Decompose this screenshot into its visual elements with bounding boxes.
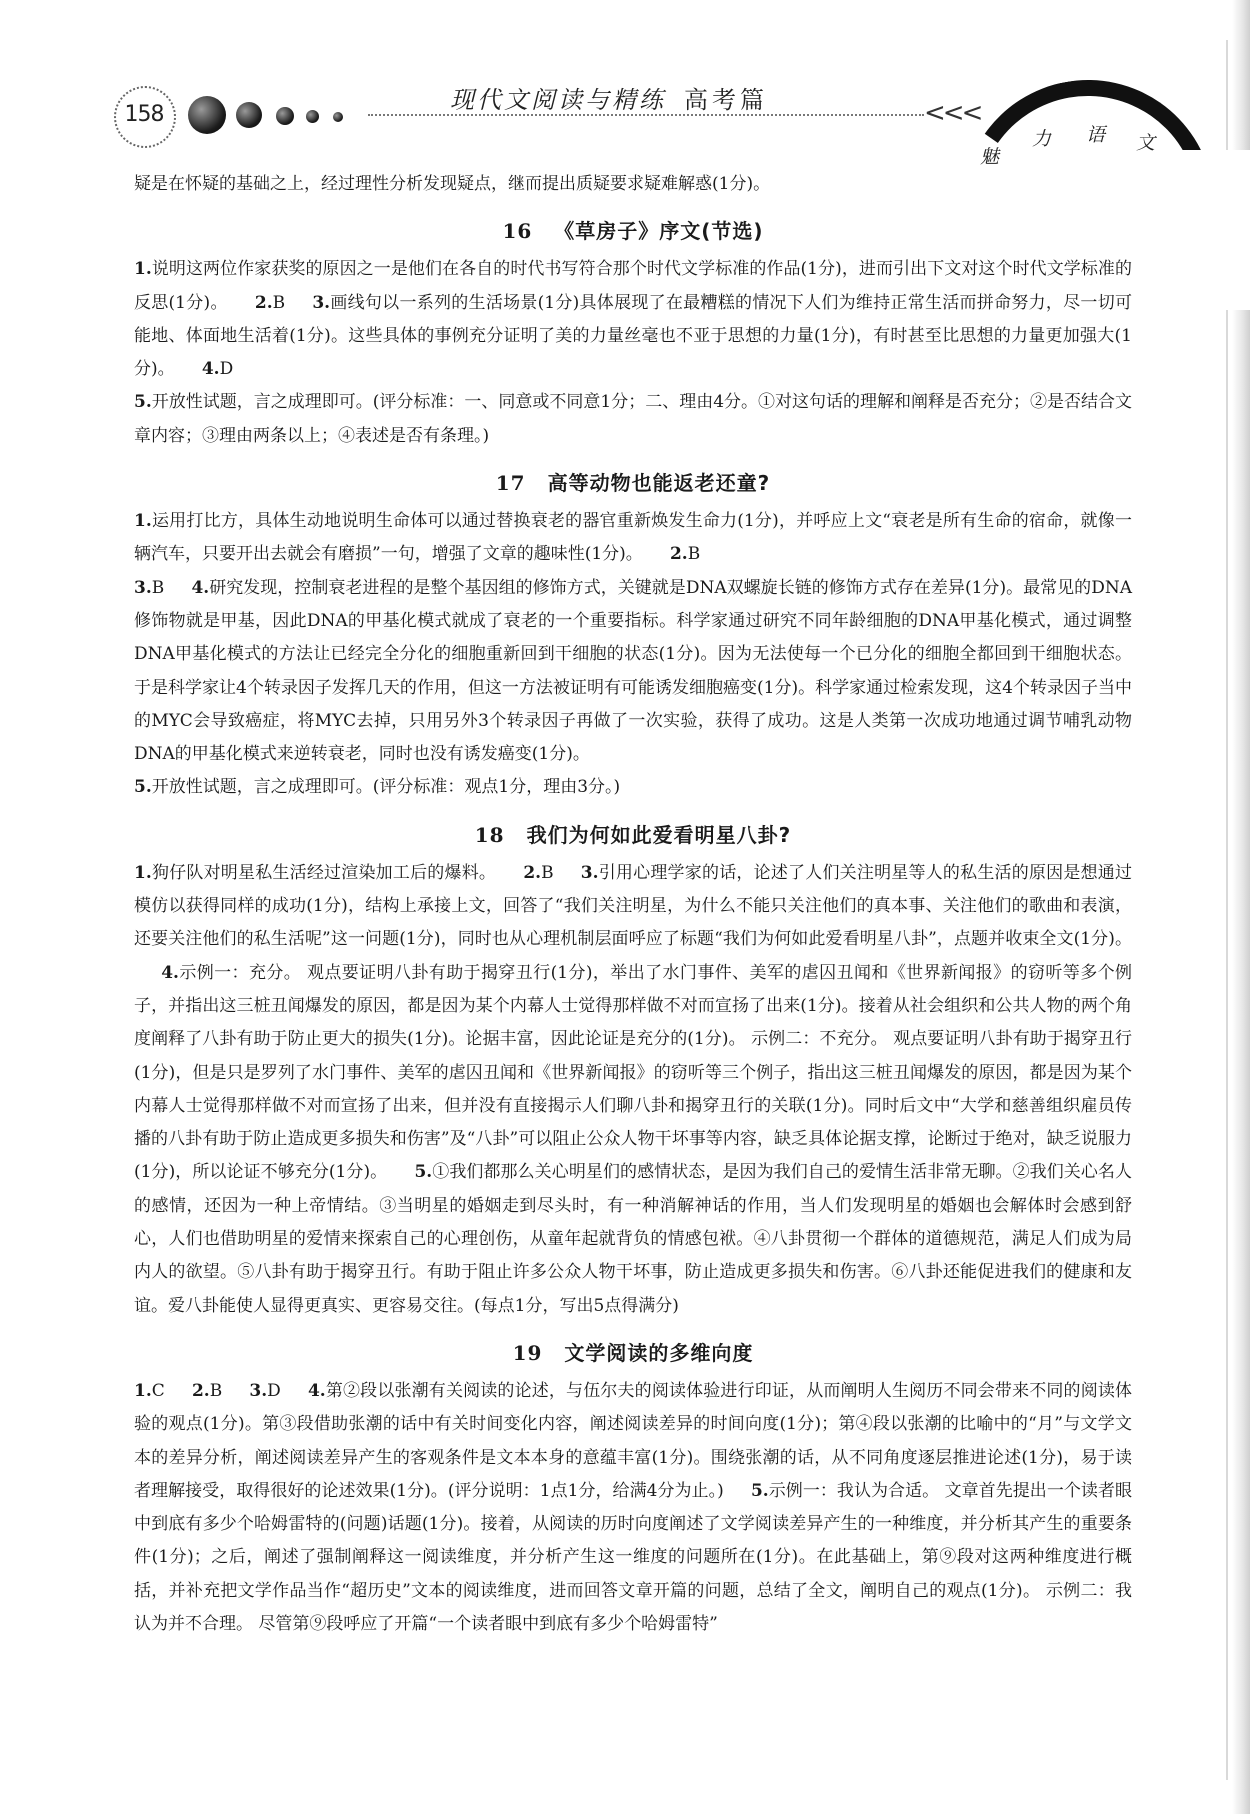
answer-paragraph	[134, 253, 1132, 386]
question-number: 3.	[580, 862, 599, 883]
answer-text: D	[219, 359, 234, 380]
answer-text: ①我们都那么关心明星们的感情状态，是因为我们自己的爱情生活非常无聊。②我们关心名人的感情，还因为一种上帝情结。③当明星的婚姻走到尽头时，有一种消解神话的作用，当人们发现明星的婚姻也会解体时会感到舒心，人们也借助明星的爱情来探索自己的心理创伤，从童年起就背负的情感包袱。④八卦贯彻一个群体的道德规范，满足人们成为局内人的欲望。⑤八卦有助于揭穿丑行。有助于阻止许多公众人物干坏事，防止造成更多损失和伤害。⑥八卦还能促进我们的健康和友谊。爱八卦能使人显得更真实、更容易交往。(每点1分，写出5点得满分)	[134, 1162, 1132, 1316]
question-number: 4.	[161, 962, 179, 983]
question-number: 5.	[134, 777, 152, 798]
section-number: 18	[474, 822, 505, 847]
answer-text: 引用心理学家的话，论述了人们关注明星等人的私生活的原因是想通过模仿以获得同样的成功(1分)，结构上承接上文，回答了“我们关注明星，为什么不能只关注他们的真本事、关注他们的歌曲和表演，还要关注他们的私生活呢”这一问题(1分)，同时也从心理机制层面呼应了标题“我们为何如此爱看明星八卦”，点题并收束全文(1分)。	[134, 862, 1132, 950]
question-number: 3.	[249, 1380, 268, 1401]
question-number: 1.	[134, 511, 152, 532]
section-title: 文学阅读的多维向度	[564, 1340, 754, 1365]
answer-text: B	[209, 1380, 223, 1401]
answer-text: 开放性试题，言之成理即可。(评分标准：一、同意或不同意1分；二、理由4分。①对这句话的理解和阐释是否充分；②是否结合文章内容；③理由两条以上；④表述是否有条理。)	[134, 392, 1133, 446]
question-number: 1.	[134, 862, 152, 883]
decor-dot-3	[276, 107, 294, 125]
answer-text: B	[272, 292, 286, 313]
section-heading	[134, 215, 1132, 248]
book-title-sub: 高考篇	[684, 86, 768, 114]
section-spacer	[134, 201, 1132, 215]
book-title-main: 现代文阅读与精练	[450, 86, 666, 114]
question-number: 2.	[523, 862, 542, 883]
answer-text: 狗仔队对明星私生活经过渲染加工后的爆料。	[151, 862, 497, 883]
section-spacer	[134, 453, 1132, 467]
section-number: 16	[502, 219, 533, 244]
brand-char-4: 文	[1136, 132, 1156, 154]
answer-text: B	[151, 577, 165, 598]
answer-text: 开放性试题，言之成理即可。(评分标准：观点1分，理由3分。)	[151, 777, 621, 798]
question-number: 5.	[750, 1480, 769, 1501]
answer-text: 运用打比方，具体生动地说明生命体可以通过替换衰老的器官重新焕发生命力(1分)，并呼应上文“衰老是所有生命的宿命，就像一辆汽车，只要开出去就会有磨损”一句，增强了文章的趣味性(1分)。	[134, 511, 1132, 565]
answer-paragraph	[134, 572, 1132, 772]
section-heading	[134, 467, 1132, 500]
question-number: 3.	[312, 292, 331, 313]
question-number: 2.	[254, 292, 273, 313]
answer-text: 画线句以一系列的生活场景(1分)具体展现了在最糟糕的情况下人们为维持正常生活而拼命努力，尽一切可能地、体面地生活着(1分)。这些具体的事例充分证明了美的力量丝毫也不亚于思想的力量(1分)，有时甚至比思想的力量更加强大(1分)。	[134, 292, 1132, 380]
question-number: 1.	[134, 259, 152, 280]
answer-text: 第②段以张潮有关阅读的论述，与伍尔夫的阅读体验进行印证，从而阐明人生阅历不同会带来不同的阅读体验的观点(1分)。第③段借助张潮的话中有关时间变化内容，阐述阅读差异的时间向度(1分)；第④段以张潮的比喻中的“月”与文学文本的差异分析，阐述阅读差异产生的客观条件是文本本身的意蕴丰富(1分)。围绕张潮的话，从不同角度逐层推进论述(1分)，易于读者理解接受，取得很好的论述效果(1分)。(评分说明：1点1分，给满4分为止。)	[134, 1380, 1132, 1501]
answer-text: 说明这两位作家获奖的原因之一是他们在各自的时代书写符合那个时代文学标准的作品(1分)，进而引出下文对这个时代文学标准的反思(1分)。	[134, 259, 1132, 313]
answer-paragraph	[134, 386, 1132, 453]
answer-paragraph	[134, 1375, 1132, 1641]
section-number: 19	[512, 1340, 543, 1365]
answer-text: D	[267, 1380, 281, 1401]
answer-text: 研究发现，控制衰老进程的是整个基因组的修饰方式，关键就是DNA双螺旋长链的修饰方式存在差异(1分)。最常见的DNA修饰物就是甲基，因此DNA的甲基化模式就成了衰老的一个重要指标。科学家通过研究不同年龄细胞的DNA甲基化模式，通过调整DNA甲基化模式的方法让已经完全分化的细胞重新回到干细胞的状态(1分)。因为无法使每一个已分化的细胞全都回到干细胞状态。于是科学家让4个转录因子发挥几天的作用，但这一方法被证明有可能诱发细胞癌变(1分)。科学家通过检索发现，这4个转录因子当中的MYC会导致癌症，将MYC去掉，只用另外3个转录因子再做了一次实验，获得了成功。这是人类第一次成功地通过调节哺乳动物DNA的甲基化模式来逆转衰老，同时也没有诱发癌变(1分)。	[134, 577, 1132, 765]
intro-paragraph: 疑是在怀疑的基础之上，经过理性分析发现疑点，继而提出质疑要求疑难解惑(1分)。	[134, 174, 771, 194]
answer-text: 示例一：充分。 观点要证明八卦有助于揭穿丑行(1分)，举出了水门事件、美军的虐囚丑闻和《世界新闻报》的窃听等多个例子，并指出这三桩丑闻爆发的原因，都是因为某个内幕人士觉得那样做不对而宣扬了出来(1分)。接着从社会组织和公共人物的两个角度阐释了八卦有助于防止更大的损失(1分)。论据丰富，因此论证是充分的(1分)。 示例二：不充分。 观点要证明八卦有助于揭穿丑行(1分)，但是只是罗列了水门事件、美军的虐囚丑闻和《世界新闻报》的窃听等三个例子，指出这三桩丑闻爆发的原因，都是因为某个内幕人士觉得那样做不对而宣扬了出来，但并没有直接揭示人们聊八卦和揭穿丑行的关联(1分)。同时后文中“大学和慈善组织雇员传播的八卦有助于防止造成更多损失和伤害”及“八卦”可以阻止公众人物干坏事等内容，缺乏具体论据支撑，论断过于绝对，缺乏说服力(1分)，所以论证不够充分(1分)。	[134, 962, 1132, 1183]
answer-text: C	[151, 1380, 165, 1401]
question-number: 4.	[201, 359, 220, 380]
section-title: 《草房子》序文(节选)	[554, 219, 764, 244]
question-number: 2.	[669, 544, 688, 565]
answer-text: B	[687, 544, 701, 565]
section-spacer	[134, 1323, 1132, 1337]
answer-sections	[134, 201, 1132, 1641]
question-number: 4.	[307, 1380, 326, 1401]
question-number: 5.	[134, 392, 152, 413]
question-number: 5.	[414, 1162, 433, 1183]
brand-char-1: 魅	[980, 146, 1000, 168]
answer-text: 示例一：我认为合适。 文章首先提出一个读者眼中到底有多少个哈姆雷特的(问题)话题(1分)。接着，从阅读的历时向度阐述了文学阅读差异产生的一种维度，并分析其产生的重要条件(1分)；之后，阐述了强制阐释这一阅读维度，并分析产生这一维度的问题所在(1分)。在此基础上，第⑨段对这两种维度进行概括，并补充把文学作品当作“超历史”文本的阅读维度，进而回答文章开篇的问题，总结了全文，阐明自己的观点(1分)。 示例二：我认为并不合理。 尽管第⑨段呼应了开篇“一个读者眼中到底有多少个哈姆雷特”	[134, 1480, 1133, 1634]
section-title: 我们为何如此爱看明星八卦?	[526, 822, 792, 847]
section-number: 17	[495, 471, 526, 496]
answer-paragraph	[134, 771, 1132, 804]
question-number: 1.	[134, 1380, 152, 1401]
brand-char-2: 力	[1032, 128, 1052, 150]
section-title: 高等动物也能返老还童?	[547, 471, 771, 496]
section-spacer	[134, 805, 1132, 819]
section-heading	[134, 1337, 1132, 1370]
answer-content	[134, 168, 1132, 1641]
answer-paragraph	[134, 857, 1132, 1323]
decor-dot-4	[306, 110, 319, 123]
question-number: 4.	[191, 577, 210, 598]
section-heading	[134, 819, 1132, 852]
brand-char-3: 语	[1086, 124, 1106, 146]
answer-paragraph	[134, 505, 1132, 572]
page-number: 158	[124, 102, 164, 127]
answer-text: B	[541, 862, 554, 883]
decor-dot-2	[236, 102, 262, 128]
book-title	[450, 80, 768, 115]
decor-dot-5	[333, 112, 343, 122]
chevron-left-icon: <<<	[924, 98, 981, 128]
decor-dot-1	[188, 96, 226, 134]
question-number: 2.	[191, 1380, 210, 1401]
question-number: 3.	[134, 577, 152, 598]
page-header	[0, 0, 1250, 170]
